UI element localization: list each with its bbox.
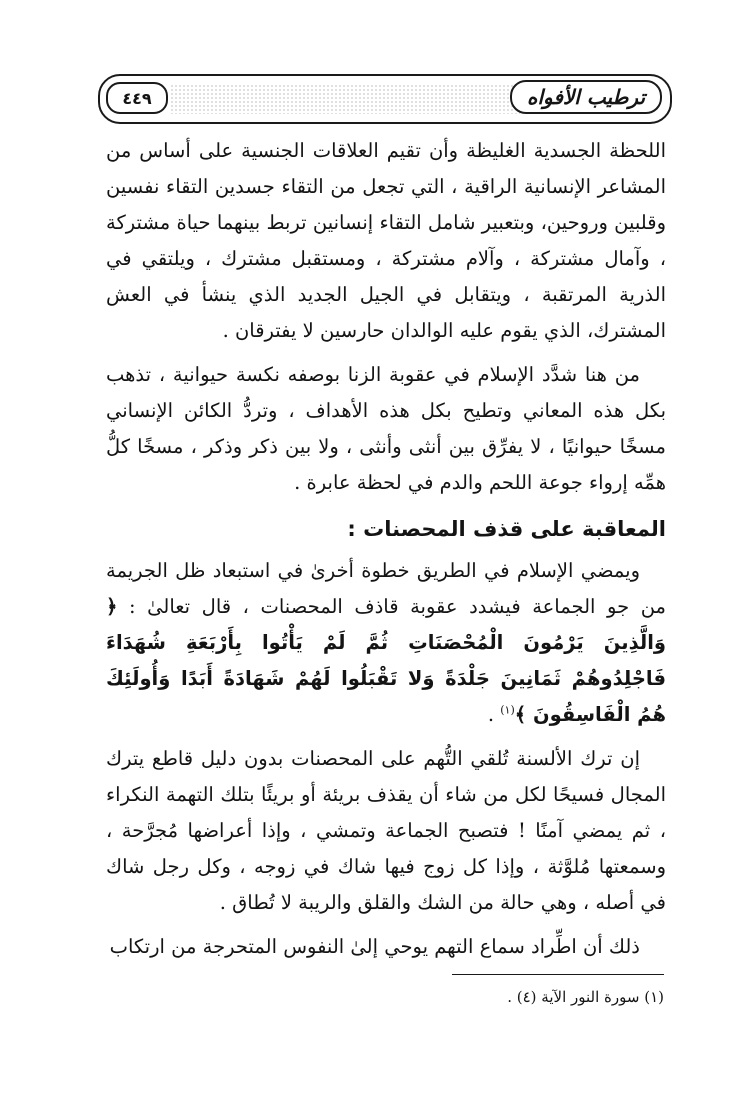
paragraph-4: إن ترك الألسنة تُلقي التُّهم على المحصنات بدون دليل قاطع يترك المجال فسيحًا لكل من شاء أن يقذف بريئة أو بريئًا بتلك التهمة النكراء ، ثم يمضي آمنًا ! فتصبح الجماعة وتمشي ، وإذا أعراضها مُجرَّحة ، وسمعتها مُلوَّثة ، وإذا كل زوج فيها شاك في زوجه ، وكل رجل شاك في أصله ، وهي حالة من الشك والقلق والريبة لا تُطاق . [106,747,666,914]
footnote-divider [452,974,664,975]
page-number: ٤٤٩ [122,88,152,108]
paragraph-3 [106,553,666,733]
paragraph-2: من هنا شدَّد الإسلام في عقوبة الزنا بوصفه نكسة حيوانية ، تذهب بكل هذه المعاني وتطيح بكل هذه الأهداف ، وتردُّ الكائن الإنساني مسخًا حيوانيًا ، لا يفرِّق بين أنثى وأنثى ، ولا بين ذكر وذكر ، مسخًا كلُّ همِّه إرواء جوعة اللحم والدم في لحظة عابرة . [106,363,666,494]
paragraph-1: اللحظة الجسدية الغليظة وأن تقيم العلاقات الجنسية على أساس من المشاعر الإنسانية الراقية ، التي تجعل من التقاء جسدين التقاء نفسين وقلبين وروحين، وبتعبير شامل التقاء إنسانين تربط بينهما حياة مشتركة ، وآمال مشتركة ، وآلام مشتركة ، ومستقبل مشترك ، ويلتقي في الذرية المرتقبة ، ويتقابل في الجيل الجديد الذي ينشأ في العش المشترك، الذي يقوم عليه الوالدان حارسين لا يفترقان . [106,139,666,342]
paragraph-3-end: . [487,703,501,726]
header-ornament [170,84,520,114]
page-body [106,133,666,965]
running-header [98,74,670,122]
book-title-badge [510,80,662,114]
book-title: ترطيب الأفواه [526,85,646,109]
paragraph-5: ذلك أن اطِّراد سماع التهم يوحي إلىٰ النفوس المتحرجة من ارتكاب [109,935,640,958]
page-number-badge [106,82,168,114]
footnote-1: (١) سورة النور الآية (٤) . [507,988,664,1006]
section-heading: المعاقبة على قذف المحصنات : [347,517,666,541]
quran-verse: ﴿ وَالَّذِينَ يَرْمُونَ الْمُحْصَنَاتِ ثُمَّ لَمْ يَأْتُوا بِأَرْبَعَةِ شُهَدَاءَ فَاجْلِدُوهُمْ ثَمَانِينَ جَلْدَةً وَلا تَقْبَلُوا لَهُمْ شَهَادَةً أَبَدًا وَأُولَئِكَ هُمُ الْفَاسِقُونَ ﴾ [106,595,666,726]
footnote-ref: (١) [500,703,515,717]
paragraph-3-intro: ويمضي الإسلام في الطريق خطوة أخرىٰ في استبعاد ظل الجريمة من جو الجماعة فيشدد عقوبة قاذف المحصنات ، قال تعالىٰ : [106,559,666,618]
